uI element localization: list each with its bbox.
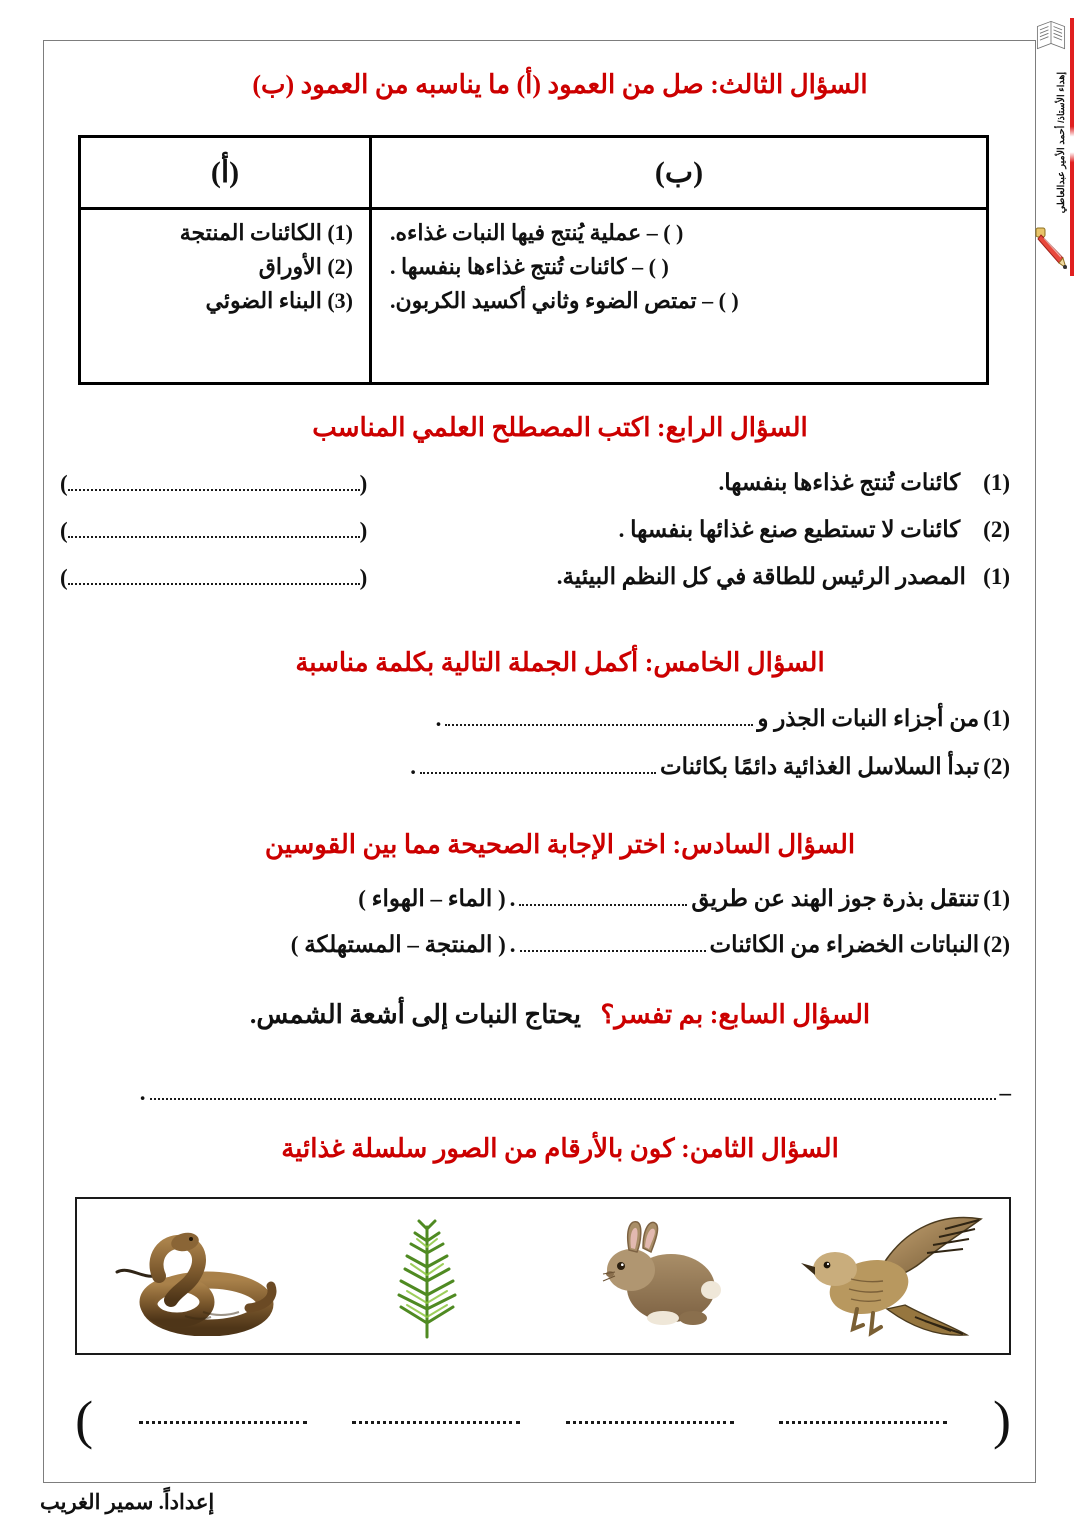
- decorative-credit-text: إهداء الأستاذ/ أحمد الأمير عبدالعاطي: [1055, 72, 1067, 214]
- food-chain-blank[interactable]: [139, 1417, 307, 1424]
- answer-paren-open: (: [359, 564, 368, 590]
- question-6-answer-blank[interactable]: [519, 891, 687, 906]
- question-4-heading: السؤال الرابع: اكتب المصطلح العلمي المناسب: [312, 413, 808, 442]
- question-4-item: [60, 564, 1010, 591]
- question-5-period: .: [410, 754, 416, 779]
- question-4-item-number: (1): [983, 470, 1010, 495]
- answer-paren-open: (: [359, 517, 368, 543]
- food-chain-blank[interactable]: [779, 1417, 947, 1424]
- matching-column-b-row[interactable]: ( ) – تمتص الضوء وثاني أكسيد الكربون.: [390, 288, 739, 314]
- question-6-item-text: النباتات الخضراء من الكائنات: [709, 932, 980, 957]
- question-4-item-text: كائنات لا تستطيع صنع غذائها بنفسها .: [618, 516, 961, 542]
- question-7-answer-row: [75, 1080, 1011, 1106]
- question-6-period: .: [509, 932, 516, 957]
- answer-paren-close: ): [60, 564, 68, 590]
- snake-image[interactable]: [89, 1206, 299, 1346]
- matching-column-a-header: (أ): [81, 138, 369, 210]
- question-5-item: [60, 754, 1010, 780]
- plant-image[interactable]: [322, 1206, 532, 1346]
- question-6-choices[interactable]: ( المنتجة – المستهلكة ): [290, 932, 506, 957]
- question-4-item-text: المصدر الرئيس للطاقة في كل النظم البيئية.: [556, 563, 966, 589]
- matching-column-a: [81, 138, 369, 382]
- page-footer-credit: إعداداً. سمير الغريب: [40, 1490, 215, 1514]
- question-7-heading-black: يحتاج النبات إلى أشعة الشمس.: [249, 1000, 581, 1029]
- question-7-heading-red: السؤال السابع: بم تفسر؟: [600, 1000, 871, 1029]
- answer-paren-close: ): [60, 470, 68, 496]
- food-chain-picture-box: [75, 1197, 1011, 1355]
- question-5-heading: السؤال الخامس: أكمل الجملة التالية بكلمة مناسبة: [295, 648, 825, 677]
- food-chain-blank[interactable]: [352, 1417, 520, 1424]
- matching-column-b: [369, 138, 986, 382]
- question-5-item: [60, 706, 1010, 732]
- question-6-heading: السؤال السادس: اختر الإجابة الصحيحة مما بين القوسين: [264, 830, 856, 859]
- question-5-items: [60, 706, 1010, 780]
- question-4-items: [60, 470, 1010, 591]
- question-6-item-number: (2): [983, 932, 1010, 957]
- question-4-item-number: (1): [983, 563, 1010, 589]
- matching-column-a-row[interactable]: (1) الكائنات المنتجة: [179, 220, 353, 245]
- question-7-period: .: [139, 1080, 146, 1105]
- question-7-dash: –: [999, 1080, 1011, 1105]
- answer-paren-close: ): [60, 517, 68, 543]
- decorative-red-rule: [1070, 18, 1074, 276]
- question-7-answer-blank[interactable]: [150, 1085, 996, 1100]
- question-4-item: [60, 470, 1010, 497]
- matching-column-a-row[interactable]: (2) الأوراق: [258, 254, 353, 280]
- question-6-item-number: (1): [983, 886, 1010, 911]
- question-8-heading: السؤال الثامن: كون بالأرقام من الصور سلسلة غذائية: [281, 1134, 839, 1163]
- pencil-icon: [1030, 222, 1070, 270]
- matching-column-b-row[interactable]: ( ) – كائنات تُنتج غذاءها بنفسها .: [390, 254, 669, 280]
- question-5-item-text: من أجزاء النبات الجذر و: [757, 706, 980, 731]
- question-5-item-number: (1): [983, 706, 1010, 731]
- question-5-item-text: تبدأ السلاسل الغذائية دائمًا بكائنات: [659, 754, 980, 779]
- matching-column-a-row[interactable]: (3) البناء الضوئي: [205, 288, 353, 314]
- question-6-item-text: تنتقل بذرة جوز الهند عن طريق: [691, 886, 980, 911]
- matching-column-b-row[interactable]: ( ) – عملية يُنتج فيها النبات غذاءه.: [390, 220, 684, 245]
- matching-column-b-header: (ب): [372, 138, 986, 210]
- question-6-answer-blank[interactable]: [520, 937, 706, 952]
- question-4-answer-blank[interactable]: [68, 564, 360, 585]
- question-4-item-number: (2): [983, 516, 1010, 542]
- question-4-answer-blank[interactable]: [68, 470, 360, 491]
- hawk-image[interactable]: [788, 1206, 998, 1346]
- question-4-item: [60, 517, 1010, 544]
- food-chain-answer-strip: [75, 1390, 1011, 1450]
- question-4-answer-blank[interactable]: [68, 517, 360, 538]
- answer-paren-open: (: [359, 470, 368, 496]
- question-6-choices[interactable]: ( الماء – الهواء ): [358, 886, 506, 911]
- question-6-period: .: [509, 886, 516, 911]
- rabbit-image[interactable]: [555, 1206, 765, 1346]
- question-6-item: [60, 886, 1010, 912]
- question-7-heading: [120, 1000, 1000, 1031]
- question-4-item-text: كائنات تُنتج غذاءها بنفسها.: [718, 470, 961, 495]
- answer-paren-close: ): [75, 1390, 94, 1450]
- food-chain-blank[interactable]: [566, 1417, 734, 1424]
- question-5-item-number: (2): [983, 754, 1010, 779]
- question-6-items: [60, 886, 1010, 958]
- question-5-answer-blank[interactable]: [445, 711, 753, 726]
- answer-paren-open: (: [993, 1390, 1011, 1450]
- book-icon: [1034, 14, 1068, 56]
- decorative-strip: [1036, 0, 1080, 300]
- question-5-answer-blank[interactable]: [420, 759, 656, 774]
- question-3-heading: السؤال الثالث: صل من العمود (أ) ما يناسبه من العمود (ب): [252, 70, 868, 99]
- question-6-item: [60, 932, 1010, 958]
- question-5-period: .: [435, 706, 442, 731]
- matching-table: [78, 135, 989, 385]
